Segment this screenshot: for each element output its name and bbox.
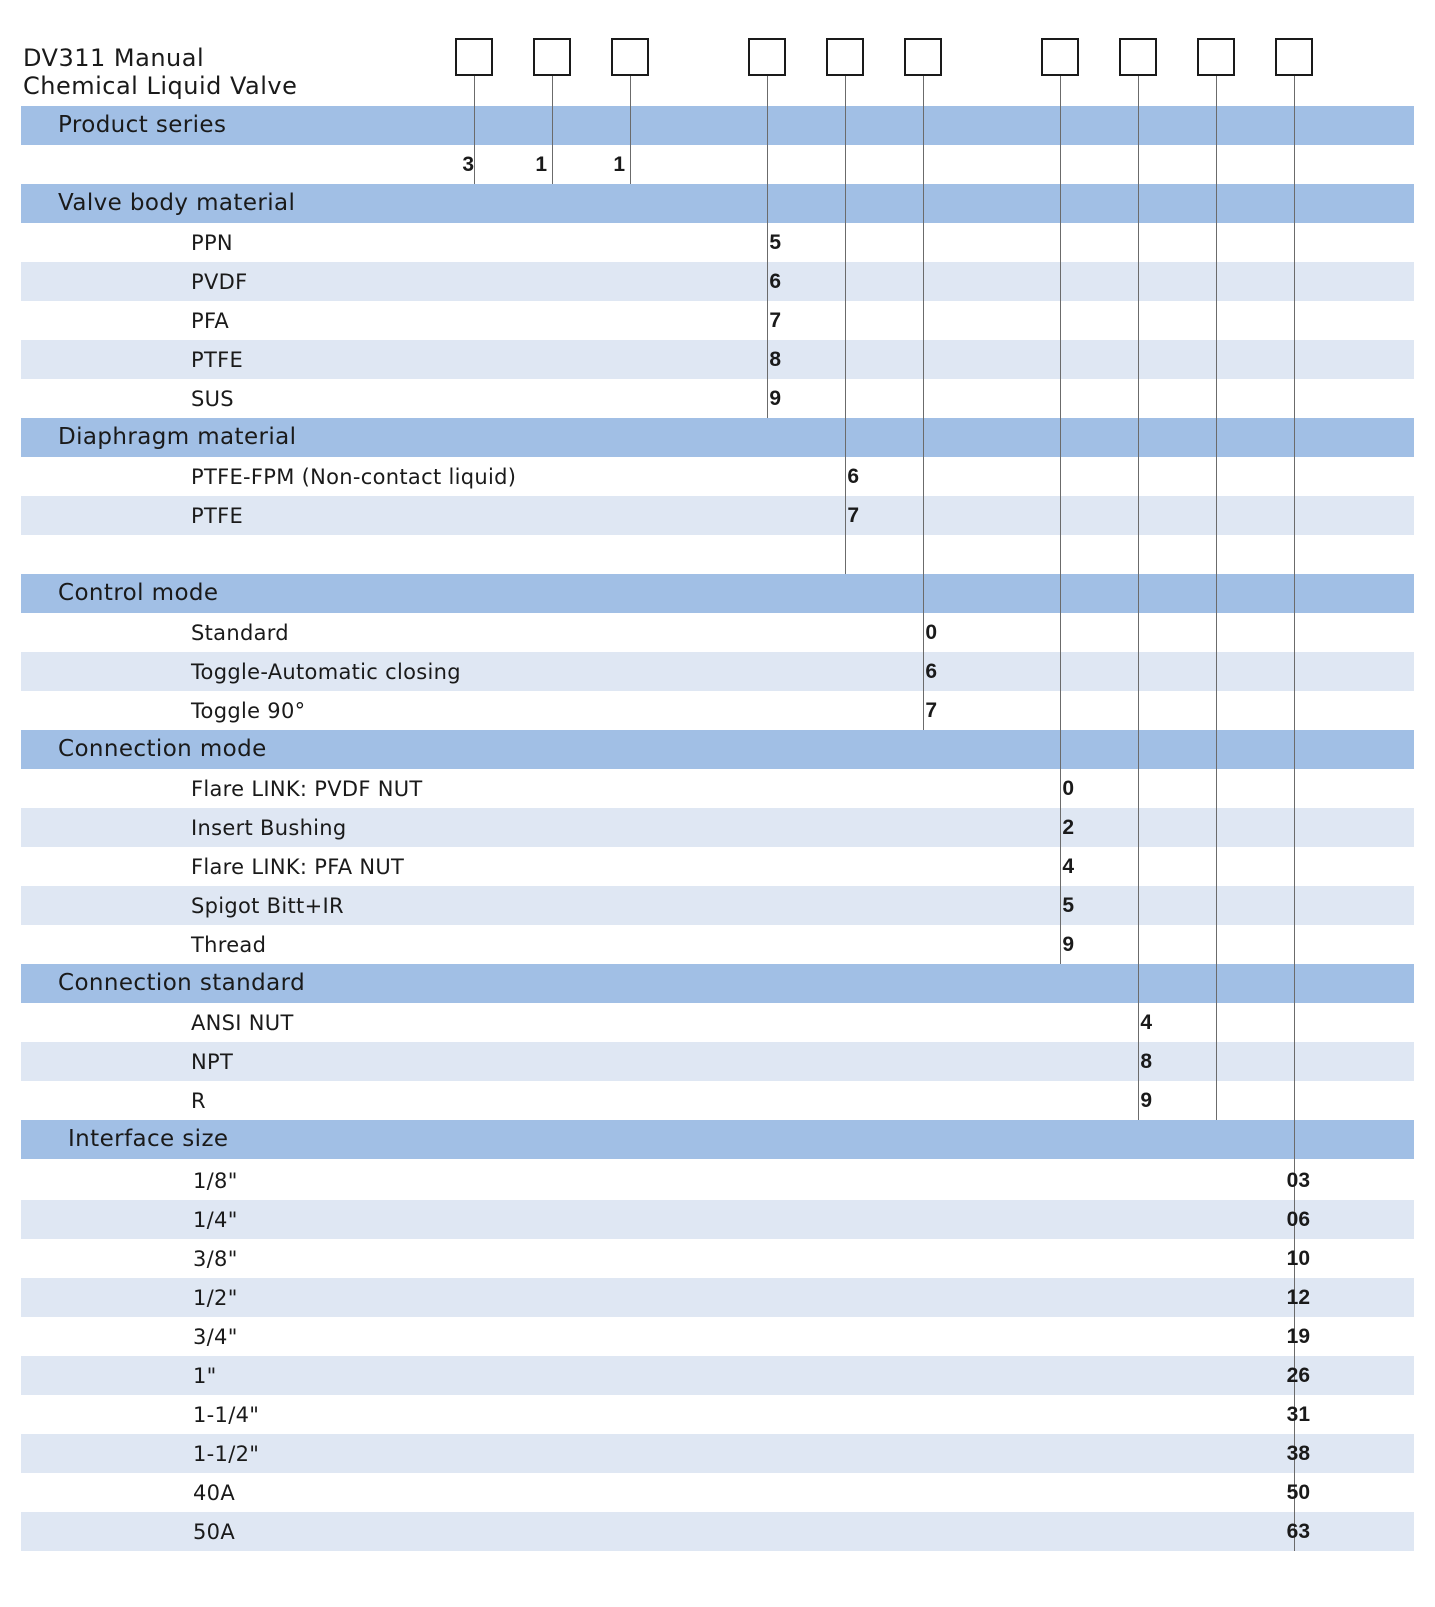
option-row	[21, 1003, 1414, 1042]
option-code: 5	[1062, 894, 1074, 917]
option-row	[21, 1239, 1414, 1278]
connector-line-2	[552, 76, 553, 184]
section-title: Interface size	[68, 1126, 229, 1152]
option-row	[21, 1395, 1414, 1434]
option-code: 5	[769, 231, 781, 254]
option-label: PTFE-FPM (Non-contact liquid)	[191, 465, 517, 489]
section-title: Connection mode	[58, 736, 267, 762]
option-code: 8	[769, 348, 781, 371]
option-row	[21, 379, 1414, 418]
option-code: 2	[1062, 816, 1074, 839]
option-row	[21, 769, 1414, 808]
option-code: 9	[1062, 933, 1074, 956]
option-label: Flare LINK: PFA NUT	[191, 855, 405, 879]
option-row	[21, 1278, 1414, 1317]
option-code: 3	[462, 153, 474, 176]
section-title: Diaphragm material	[58, 424, 297, 450]
option-code: 06	[1286, 1208, 1310, 1231]
option-row	[21, 886, 1414, 925]
option-label: ANSI NUT	[191, 1011, 294, 1035]
connector-line-7	[1060, 76, 1061, 964]
option-label: Standard	[191, 621, 289, 645]
option-label: 1/8"	[193, 1169, 238, 1193]
option-label: Toggle 90°	[191, 699, 306, 723]
option-label: 3/8"	[193, 1247, 238, 1271]
option-label: Thread	[191, 933, 267, 957]
option-code: 8	[1140, 1050, 1152, 1073]
option-code: 6	[769, 270, 781, 293]
option-code: 9	[769, 387, 781, 410]
option-row	[21, 691, 1414, 730]
option-row	[21, 652, 1414, 691]
code-digit-box-2	[533, 38, 571, 76]
option-row	[21, 1473, 1414, 1512]
option-code: 0	[1062, 777, 1074, 800]
section-title: Connection standard	[58, 970, 306, 996]
connector-line-3	[630, 76, 631, 184]
option-code: 6	[847, 465, 859, 488]
option-label: 40A	[193, 1481, 235, 1505]
option-row	[21, 1317, 1414, 1356]
connector-line-5	[845, 76, 846, 574]
code-digit-box-7	[1041, 38, 1079, 76]
option-code: 4	[1140, 1011, 1152, 1034]
option-label: Insert Bushing	[191, 816, 347, 840]
option-row	[21, 1200, 1414, 1239]
option-row	[21, 340, 1414, 379]
option-code: 26	[1286, 1364, 1310, 1387]
option-code: 7	[847, 504, 859, 527]
title-line-1: DV311 Manual	[23, 44, 205, 72]
code-digit-box-3	[611, 38, 649, 76]
connector-line-1	[474, 76, 475, 184]
option-row	[21, 808, 1414, 847]
option-label: NPT	[191, 1050, 234, 1074]
code-digit-box-5	[826, 38, 864, 76]
option-code: 38	[1286, 1442, 1310, 1465]
option-row	[21, 613, 1414, 652]
option-row	[21, 1434, 1414, 1473]
option-label: 1/4"	[193, 1208, 238, 1232]
option-row	[21, 1356, 1414, 1395]
option-row	[21, 1042, 1414, 1081]
option-label: PFA	[191, 309, 230, 333]
section-header-6	[21, 1120, 1414, 1159]
option-code: 7	[925, 699, 937, 722]
option-label: Flare LINK: PVDF NUT	[191, 777, 423, 801]
connector-line-9	[1216, 76, 1217, 1120]
option-label: 50A	[193, 1520, 235, 1544]
option-label: Toggle-Automatic closing	[191, 660, 461, 684]
option-code: 19	[1286, 1325, 1310, 1348]
option-label: SUS	[191, 387, 234, 411]
option-code: 12	[1286, 1286, 1310, 1309]
option-label: 1"	[193, 1364, 217, 1388]
title-line-2: Chemical Liquid Valve	[23, 72, 298, 100]
option-label: 3/4"	[193, 1325, 238, 1349]
option-code: 10	[1286, 1247, 1310, 1270]
option-row	[21, 262, 1414, 301]
option-code: 4	[1062, 855, 1074, 878]
option-label: PVDF	[191, 270, 248, 294]
connector-line-8	[1138, 76, 1139, 1120]
section-title: Control mode	[58, 580, 219, 606]
code-digit-box-6	[904, 38, 942, 76]
code-digit-box-10	[1275, 38, 1313, 76]
option-code: 63	[1286, 1520, 1310, 1543]
section-header-0	[21, 106, 1414, 145]
option-code: 1	[535, 153, 547, 176]
option-code: 6	[925, 660, 937, 683]
option-code: 0	[925, 621, 937, 644]
section-header-3	[21, 574, 1414, 613]
code-digit-box-1	[455, 38, 493, 76]
option-label: R	[191, 1089, 206, 1113]
option-label: 1-1/4"	[193, 1403, 260, 1427]
connector-line-6	[923, 76, 924, 730]
option-row	[21, 847, 1414, 886]
option-label: Spigot Bitt+IR	[191, 894, 344, 918]
section-header-4	[21, 730, 1414, 769]
section-title: Product series	[58, 112, 227, 138]
option-label: PTFE	[191, 348, 244, 372]
option-row	[21, 496, 1414, 535]
section-header-1	[21, 184, 1414, 223]
option-label: PPN	[191, 231, 233, 255]
option-row	[21, 1161, 1414, 1200]
option-row	[21, 457, 1414, 496]
section-header-2	[21, 418, 1414, 457]
option-row	[21, 925, 1414, 964]
connector-line-4	[767, 76, 768, 418]
option-code: 50	[1286, 1481, 1310, 1504]
option-label: 1-1/2"	[193, 1442, 260, 1466]
option-code: 03	[1286, 1169, 1310, 1192]
option-label: 1/2"	[193, 1286, 238, 1310]
option-row	[21, 301, 1414, 340]
option-code: 9	[1140, 1089, 1152, 1112]
page-title	[23, 44, 297, 100]
option-row	[21, 1512, 1414, 1551]
code-digit-box-4	[748, 38, 786, 76]
section-header-5	[21, 964, 1414, 1003]
option-label: PTFE	[191, 504, 244, 528]
option-row	[21, 145, 1414, 184]
code-digit-box-9	[1197, 38, 1235, 76]
option-code: 7	[769, 309, 781, 332]
option-row	[21, 223, 1414, 262]
option-code: 31	[1286, 1403, 1310, 1426]
option-code: 1	[613, 153, 625, 176]
option-row	[21, 1081, 1414, 1120]
code-digit-box-8	[1119, 38, 1157, 76]
section-title: Valve body material	[58, 190, 296, 216]
